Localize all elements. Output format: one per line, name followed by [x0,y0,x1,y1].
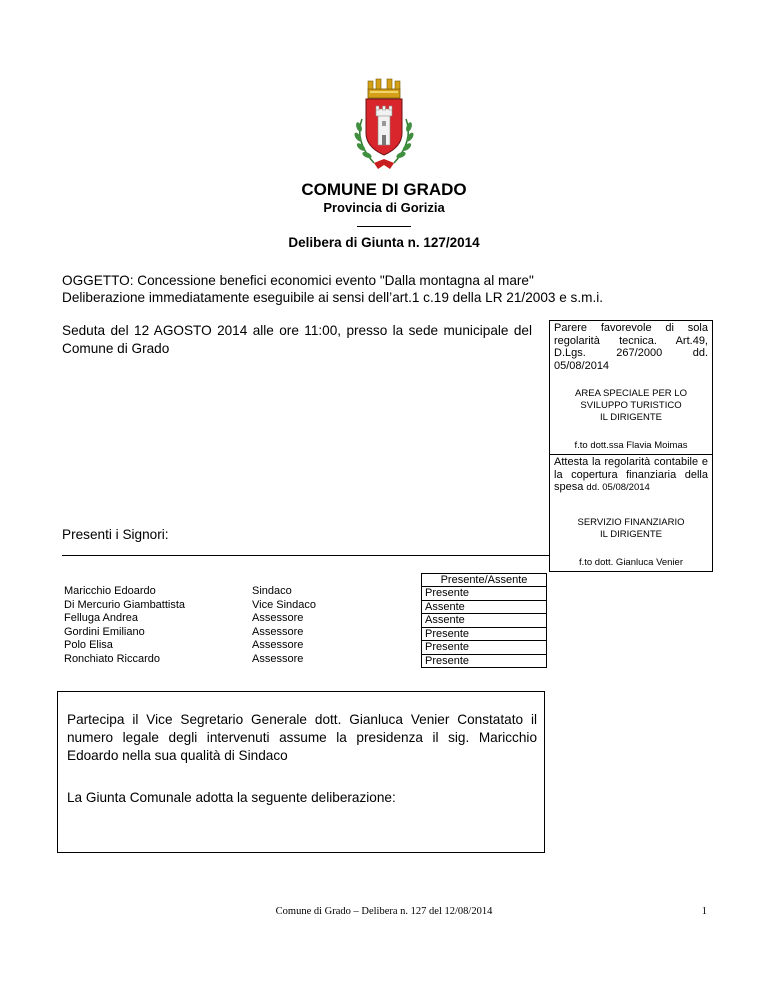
member-role: Vice Sindaco [252,598,317,611]
grado-coat-of-arms-icon [340,75,428,175]
member-name: Maricchio Edoardo [64,585,156,597]
adoption-statement: La Giunta Comunale adotta la seguente deliberazione: [67,790,396,805]
member-name: Di Mercurio Giambattista [64,598,186,611]
member-names [64,585,185,666]
present-label: Presenti i Signori: [62,527,169,542]
member-role: Assessore [252,652,304,665]
financial-signature: f.to dott. Gianluca Venier [578,556,684,568]
member-role: Assessore [252,612,304,624]
province-subtitle: Provincia di Gorizia [323,200,445,215]
technical-signature: f.to dott.ssa Flavia Moimas [574,440,688,451]
attendance-header: Presente/Assente [440,574,528,586]
opinions-panel [549,320,713,572]
financial-dept-line-2: IL DIRIGENTE [600,528,662,540]
attendance-status: Presente [422,586,546,600]
attendance-status: Assente [422,613,546,627]
financial-opinion [550,455,712,571]
page-number: 1 [701,906,707,917]
financial-dept-line-1: SERVIZIO FINANZIARIO [577,516,685,528]
technical-dept-line-2: SVILUPPO TURISTICO [580,400,682,411]
member-name: Felluga Andrea [64,612,138,624]
title-divider [357,226,411,227]
object-line-2: Deliberazione immediatamente eseguibile ai sensi dell’art.1 c.19 della LR 21/2003 e s.m.i. [62,290,604,305]
financial-opinion-body: Attesta la regolarità contabile e la copertura finanziaria della spesa [554,456,708,493]
session-text: Seduta del 12 AGOSTO 2014 alle ore 11:00, presso la sede municipale del Comune di Grado [62,323,532,356]
object-line-1: OGGETTO: Concessione benefici economici evento "Dalla montagna al mare" [62,273,534,288]
attendance-status: Presente [422,640,546,654]
participation-text: Partecipa il Vice Segretario Generale dott. Gianluca Venier Constatato il numero legale degli intervenuti assume la presidenza il sig. Maricchio Edoardo nella sua qualità di Sindaco [67,712,537,763]
technical-dept-line-3: IL DIRIGENTE [600,412,662,423]
member-role: Assessore [252,625,304,638]
object-section [62,272,742,306]
member-roles [252,585,316,666]
financial-opinion-date: dd. 05/08/2014 [586,482,650,493]
page-footer: Comune di Grado – Delibera n. 127 del 12/08/2014 [275,906,493,917]
delibera-number-title: Delibera di Giunta n. 127/2014 [288,235,480,250]
attendance-status: Presente [422,627,546,641]
attendance-table [421,573,547,668]
technical-dept-line-1: AREA SPECIALE PER LO [575,388,687,399]
financial-opinion-text [554,456,708,495]
attendance-status: Presente [422,654,546,668]
member-name: Polo Elisa [64,639,113,651]
technical-dept [554,388,708,424]
member-role: Assessore [252,639,304,651]
municipality-title: COMUNE DI GRADO [301,180,467,199]
technical-opinion [550,321,712,454]
participation-box [57,691,545,853]
member-name: Gordini Emiliano [64,625,145,638]
financial-dept [554,517,708,541]
member-name: Ronchiato Riccardo [64,652,160,665]
technical-opinion-text: Parere favorevole di sola regolarità tecnica. Art.49, D.Lgs. 267/2000 dd. 05/08/2014 [554,322,708,372]
section-divider [62,555,550,556]
attendance-status: Assente [422,600,546,614]
member-role: Sindaco [252,585,292,597]
